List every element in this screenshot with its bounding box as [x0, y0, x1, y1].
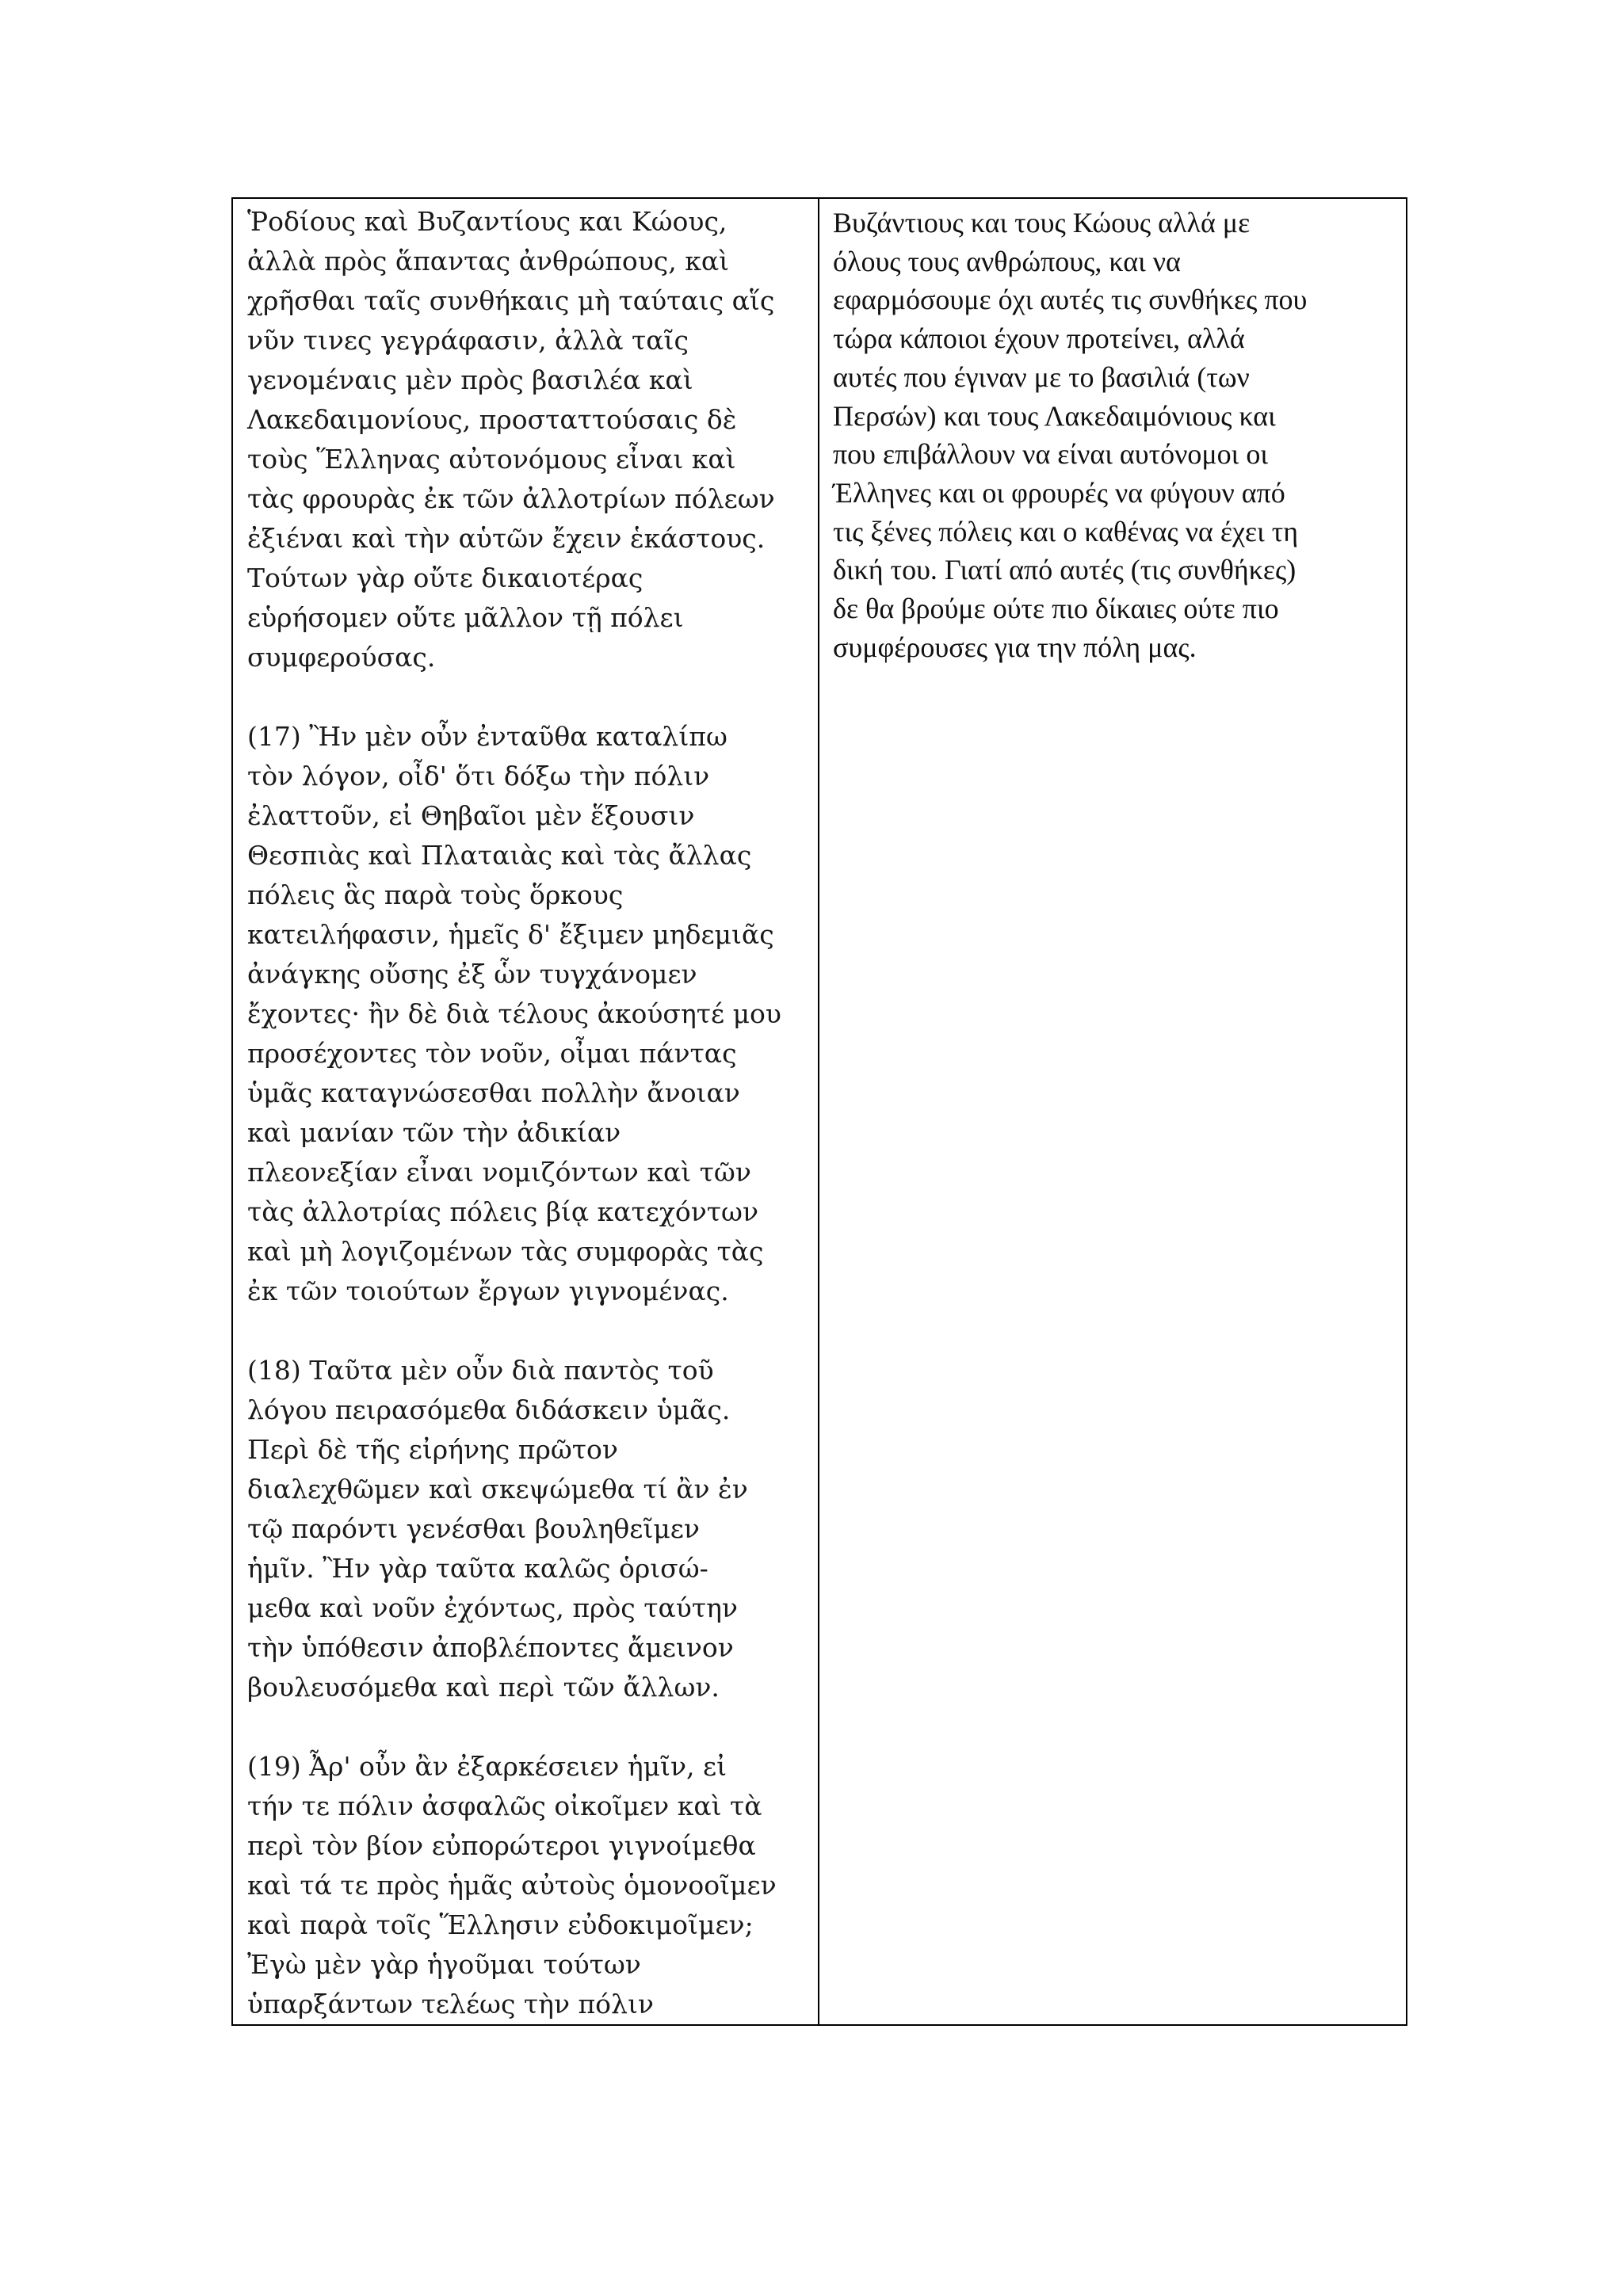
text-line: ἐξιέναι καὶ τὴν αὑτῶν ἔχειν ἑκάστους.	[247, 523, 766, 554]
text-line: ἐλαττοῦν, εἰ Θηβαῖοι μὲν ἕξουσιν	[247, 800, 695, 831]
text-line: (17) Ἢν μὲν οὖν ἐνταῦθα καταλίπω	[247, 721, 727, 752]
text-line: (18) Ταῦτα μὲν οὖν διὰ παντὸς τοῦ	[247, 1355, 714, 1386]
text-line: τώρα κάποιοι έχουν προτείνει, αλλά	[833, 322, 1245, 355]
text-line: βουλευσόμεθα καὶ περὶ τῶν ἄλλων.	[247, 1672, 720, 1703]
text-line: τὸν λόγον, οἶδ' ὅτι δόξω τὴν πόλιν	[247, 761, 710, 791]
paragraph-gap	[247, 677, 810, 717]
text-line: γενομέναις μὲν πρὸς βασιλέα καὶ	[247, 364, 693, 395]
text-line: καὶ μανίαν τῶν τὴν ἀδικίαν	[247, 1117, 621, 1148]
text-line: τις ξένες πόλεις και ο καθένας να έχει τη	[833, 515, 1299, 547]
text-line: καὶ μὴ λογιζομένων τὰς συμφορὰς τὰς	[247, 1236, 764, 1267]
text-line: Περὶ δὲ τῆς εἰρήνης πρῶτον	[247, 1434, 618, 1465]
text-line: τοὺς Ἕλληνας αὐτονόμους εἶναι καὶ	[247, 444, 736, 475]
paragraph-18	[247, 1351, 810, 1707]
paragraph-19	[247, 1747, 810, 2024]
text-line: αυτές που έγιναν με το βασιλιά (των	[833, 360, 1250, 393]
text-line: Τούτων γὰρ οὔτε δικαιοτέρας	[247, 563, 643, 593]
text-line: ἀλλὰ πρὸς ἅπαντας ἀνθρώπους, καὶ	[247, 246, 730, 277]
table-row	[232, 198, 1407, 2025]
text-line: Ῥοδίους καὶ Βυζαντίους και Κώους,	[247, 206, 727, 237]
translation-paragraph	[833, 204, 1398, 666]
text-line: πόλεις ἃς παρὰ τοὺς ὅρκους	[247, 879, 624, 910]
text-line: Βυζάντιους και τους Κώους αλλά με	[833, 207, 1251, 238]
text-line: πλεονεξίαν εἶναι νομιζόντων καὶ τῶν	[247, 1157, 751, 1188]
text-line: τὰς ἀλλοτρίας πόλεις βίᾳ κατεχόντων	[247, 1196, 759, 1227]
text-line: Θεσπιὰς καὶ Πλαταιὰς καὶ τὰς ἄλλας	[247, 840, 752, 871]
text-line: μεθα καὶ νοῦν ἐχόντως, πρὸς ταύτην	[247, 1592, 738, 1623]
text-line: Έλληνες και οι φρουρές να φύγουν από	[833, 476, 1285, 509]
ancient-greek-cell	[232, 198, 819, 2025]
paragraph-gap	[247, 1707, 810, 1747]
text-line: τὰς φρουρὰς ἐκ τῶν ἀλλοτρίων πόλεων	[247, 483, 775, 514]
text-line: διαλεχθῶμεν καὶ σκεψώμεθα τί ἂν ἐν	[247, 1474, 748, 1505]
text-line: Λακεδαιμονίους, προσταττούσαις δὲ	[247, 404, 737, 435]
text-line: όλους τους ανθρώπους, και να	[833, 245, 1181, 277]
text-line: εὑρήσομεν οὔτε μᾶλλον τῇ πόλει	[247, 602, 684, 633]
text-line: τὴν ὑπόθεσιν ἀποβλέποντες ἄμεινον	[247, 1632, 734, 1663]
text-line: χρῆσθαι ταῖς συνθήκαις μὴ ταύταις αἵς	[247, 285, 775, 316]
text-line: τήν τε πόλιν ἀσφαλῶς οἰκοῖμεν καὶ τὰ	[247, 1791, 762, 1821]
text-line: ἀνάγκης οὔσης ἐξ ὧν τυγχάνομεν	[247, 959, 697, 990]
paragraph-gap	[247, 1311, 810, 1351]
text-line: ἡμῖν. Ἢν γὰρ ταῦτα καλῶς ὁρισώ-	[247, 1553, 708, 1584]
modern-greek-cell	[819, 198, 1407, 2025]
text-line: τῷ παρόντι γενέσθαι βουληθεῖμεν	[247, 1513, 700, 1544]
text-line: (19) Ἆρ' οὖν ἂν ἐξαρκέσειεν ἡμῖν, εἰ	[247, 1751, 727, 1782]
text-line: Περσών) και τους Λακεδαιμόνιους και	[833, 399, 1276, 432]
parallel-text-table	[231, 197, 1407, 2026]
text-line: Ἐγὼ μὲν γὰρ ἡγοῦμαι τούτων	[247, 1949, 641, 1980]
text-line: δική του. Γιατί από αυτές (τις συνθήκες)	[833, 554, 1296, 586]
text-line: καὶ παρὰ τοῖς Ἕλλησιν εὐδοκιμοῖμεν;	[247, 1909, 754, 1940]
text-line: ὑπαρξάντων τελέως τὴν πόλιν	[247, 1989, 654, 2019]
text-line: καὶ τά τε πρὸς ἡμᾶς αὐτοὺς ὁμονοοῖμεν	[247, 1870, 777, 1901]
text-line: δε θα βρούμε ούτε πιο δίκαιες ούτε πιο	[833, 593, 1279, 625]
text-line: κατειλήφασιν, ἡμεῖς δ' ἔξιμεν μηδεμιᾶς	[247, 919, 774, 950]
text-line: λόγου πειρασόμεθα διδάσκειν ὑμᾶς.	[247, 1394, 731, 1425]
text-line: ὑμᾶς καταγνώσεσθαι πολλὴν ἄνοιαν	[247, 1077, 740, 1108]
paragraph-17	[247, 717, 810, 1311]
text-line: που επιβάλλουν να είναι αυτόνομοι οι	[833, 438, 1269, 471]
paragraph-16	[247, 202, 810, 677]
text-line: συμφέρουσες για την πόλη μας.	[833, 631, 1197, 663]
text-line: περὶ τὸν βίον εὐπορώτεροι γιγνοίμεθα	[247, 1830, 756, 1861]
text-line: νῦν τινες γεγράφασιν, ἀλλὰ ταῖς	[247, 325, 689, 356]
text-line: ἔχοντες· ἢν δὲ διὰ τέλους ἀκούσητέ μου	[247, 998, 781, 1029]
text-line: συμφερούσας.	[247, 642, 436, 673]
text-line: ἐκ τῶν τοιούτων ἔργων γιγνομένας.	[247, 1276, 729, 1306]
text-line: προσέχοντες τὸν νοῦν, οἶμαι πάντας	[247, 1038, 737, 1069]
text-line: εφαρμόσουμε όχι αυτές τις συνθήκες που	[833, 284, 1308, 316]
